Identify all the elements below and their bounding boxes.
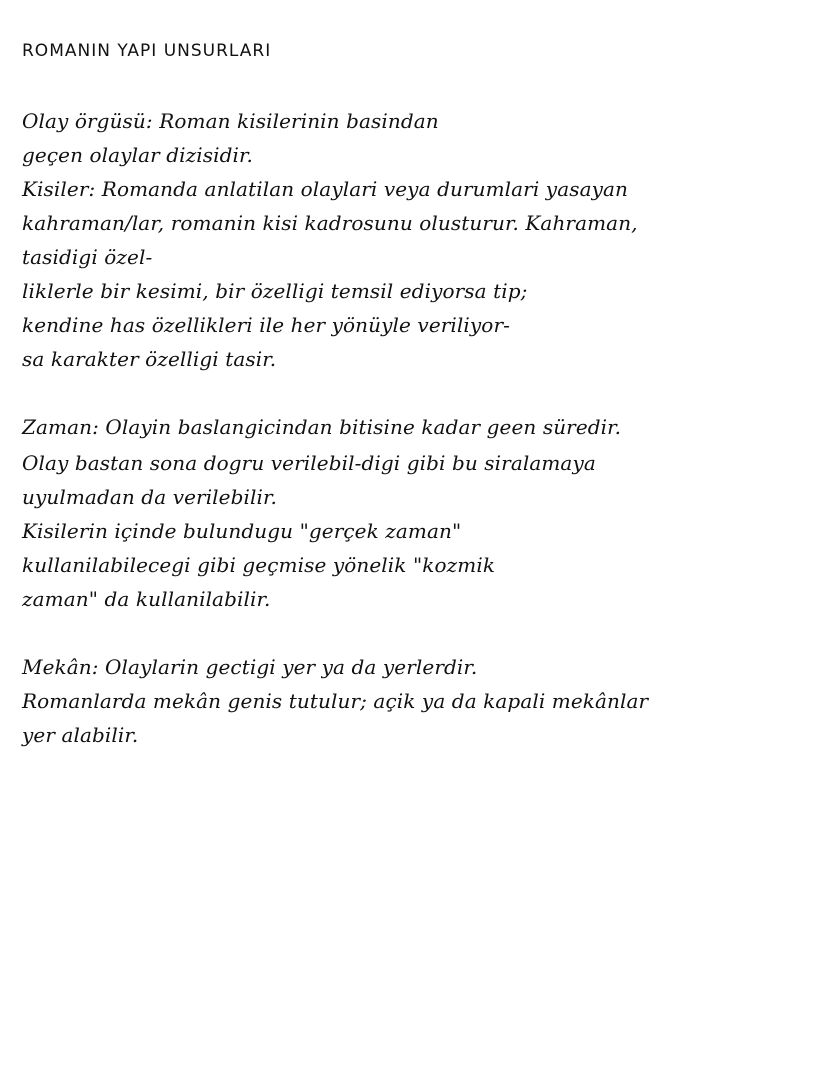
text-line: Mekân: Olaylarin gectigi yer ya da yerlerdir.	[22, 655, 478, 679]
text-line: Romanlarda mekân genis tutulur; açik ya da kapali mekânlar	[22, 689, 649, 713]
text-line: sa karakter özelligi tasir.	[22, 347, 277, 371]
text-line: kahraman/lar, romanin kisi kadrosunu olusturur. Kahraman,	[22, 211, 638, 235]
text-line: Olay örgüsü: Roman kisilerinin basindan	[22, 109, 439, 133]
text-line: yer alabilir.	[22, 723, 139, 747]
text-line: Kisilerin içinde bulundugu "gerçek zaman"	[22, 519, 462, 543]
text-line: kendine has özellikleri ile her yönüyle veriliyor-	[22, 313, 510, 337]
text-line: uyulmadan da verilebilir.	[22, 485, 277, 509]
text-line: Olay bastan sona dogru verilebil-digi gibi bu siralamaya	[22, 451, 596, 475]
text-line: zaman" da kullanilabilir.	[22, 587, 271, 611]
text-line: liklerle bir kesimi, bir özelligi temsil ediyorsa tip;	[22, 279, 528, 303]
text-line: geçen olaylar dizisidir.	[22, 143, 253, 167]
text-line: Kisiler: Romanda anlatilan olaylari veya durumlari yasayan	[22, 177, 629, 201]
text-line: Zaman: Olayin baslangicindan bitisine kadar geen süredir.	[22, 415, 622, 439]
document-title: ROMANIN YAPI UNSURLARI	[22, 41, 272, 61]
text-line: tasidigi özel-	[22, 245, 153, 269]
text-line: kullanilabilecegi gibi geçmise yönelik "kozmik	[22, 553, 496, 577]
